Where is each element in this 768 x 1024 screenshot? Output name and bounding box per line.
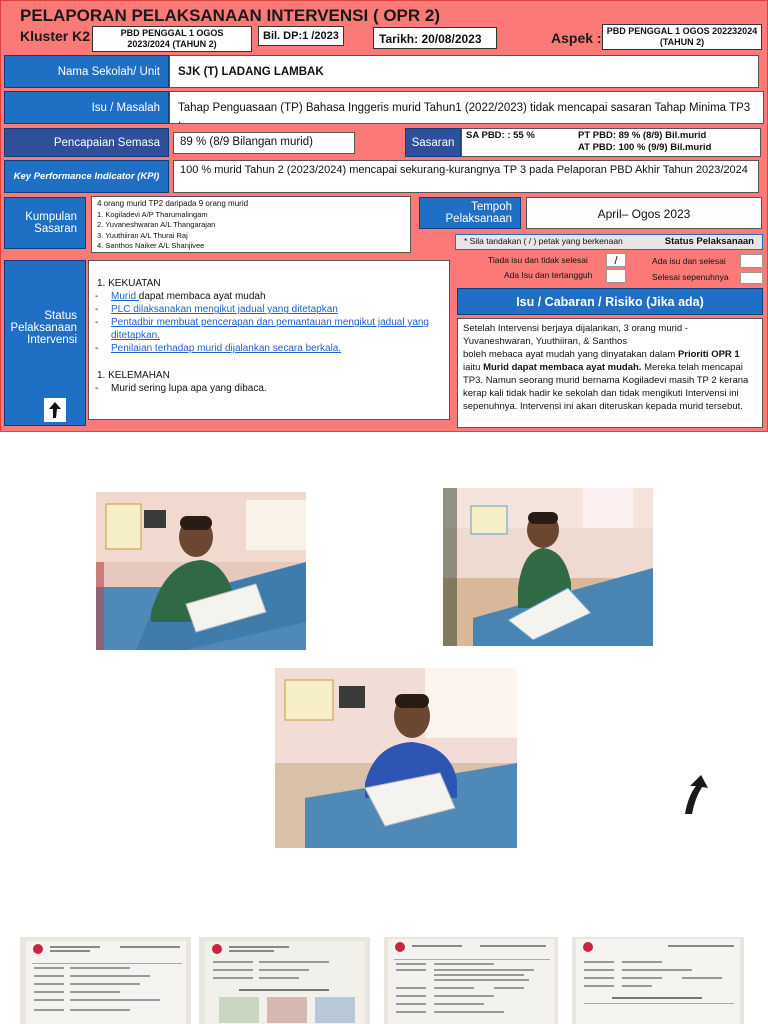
kekuatan-item-1-link[interactable]: Murid — [111, 291, 139, 302]
kekuatan-item-1 — [111, 290, 266, 303]
tempoh-label-1: Tempoh — [471, 201, 512, 213]
tempoh-value: April– Ogos 2023 — [526, 197, 762, 229]
up-arrow-curved-icon — [680, 774, 710, 816]
photo-student-1 — [96, 492, 306, 650]
sasaran-value — [461, 128, 761, 157]
isu-cabaran-p2 — [463, 348, 757, 413]
isu-cabaran-content — [457, 318, 763, 428]
opt-ada-isu-selesai-checkbox[interactable] — [740, 254, 763, 268]
opt-selesai-sepenuhnya-checkbox[interactable] — [740, 272, 763, 284]
opt-tiada-isu-checkbox[interactable]: / — [606, 253, 626, 267]
opt-tertangguh-checkbox[interactable] — [606, 269, 626, 283]
opt-tiada-isu: Tiada isu dan tidak selesai — [488, 255, 588, 265]
status-label-3: Intervensi — [27, 334, 77, 346]
document-thumbnail-2 — [199, 937, 370, 1024]
sekolah-label: Nama Sekolah/ Unit — [4, 55, 169, 88]
status-intervensi-content: 1. KEKUATAN - Murid dapat membaca ayat mudah - PLC dilaksanakan mengikut jadual yang ditetapkan - Pentadbir membuat pencerapan dan pemantauan mengikut jadual yang ditetapkan. - Penilaian terhadap murid dijalankan secara berkala. 1. KELEMAHAN - Murid sering lupa apa yang dibaca. — [88, 260, 450, 420]
isu-cabaran-p2d: Murid dapat membaca ayat mudah. — [483, 362, 642, 373]
kumpulan-list — [91, 196, 411, 253]
document-thumbnail-3 — [384, 937, 558, 1024]
pencapaian-value: 89 % (8/9 Bilangan murid) — [173, 132, 355, 154]
kekuatan-heading: 1. KEKUATAN — [97, 278, 161, 289]
photo-student-3 — [275, 668, 517, 848]
bil-box: Bil. DP:1 /2023 — [258, 26, 344, 46]
kumpulan-item: 3. Yuuthiiran A/L Thurai Raj — [97, 230, 188, 240]
curved-arrow-button[interactable] — [680, 774, 710, 816]
sasaran-pt: PT PBD: 89 % (8/9) Bil.murid — [578, 130, 707, 141]
tarikh-box: Tarikh: 20/08/2023 — [373, 27, 497, 49]
status-label-2: Pelaksanaan — [10, 322, 77, 334]
status-note: * Sila tandakan ( / ) petak yang berkenaan — [464, 236, 623, 246]
pbd-line-1: PBD PENGGAL 1 OGOS — [120, 28, 224, 38]
up-arrow-icon — [47, 401, 63, 419]
isu-cabaran-p2c: iaitu — [463, 362, 484, 373]
sasaran-at: AT PBD: 100 % (9/9) Bil.murid — [578, 142, 712, 153]
opt-tertangguh: Ada Isu dan tertangguh — [504, 270, 593, 280]
opt-selesai-sepenuhnya: Selesai sepenuhnya — [652, 272, 729, 282]
pbd-line-2: 2023/2024 (TAHUN 2) — [127, 39, 217, 49]
aspek-label: Aspek : — [551, 30, 602, 46]
kumpulan-label — [4, 197, 86, 249]
kpi-value: 100 % murid Tahun 2 (2023/2024) mencapai sekurang-kurangnya TP 3 pada Pelaporan PBD Akhir Tahun 2023/2024 — [173, 160, 759, 193]
document-thumbnail-1 — [20, 937, 191, 1024]
pbd-penggal-box — [92, 26, 252, 52]
isu-cabaran-title: Isu / Cabaran / Risiko (Jika ada) — [457, 288, 763, 315]
sasaran-label: Sasaran — [405, 128, 461, 157]
kumpulan-heading: 4 orang murid TP2 daripada 9 orang murid — [97, 199, 249, 208]
kumpulan-item: 2. Yuvaneshwaran A/L Thangarajan — [97, 220, 216, 229]
document-thumbnail-4 — [572, 937, 744, 1024]
opt-ada-isu-selesai: Ada isu dan selesai — [652, 256, 726, 266]
kumpulan-item: 4. Santhos Naiker A/L Shanjivee — [97, 241, 205, 250]
isu-cabaran-p1: Setelah Intervensi berjaya dijalankan, 3 orang murid - Yuvaneshwaran, Yuuthiiran, & Santhos — [463, 323, 688, 347]
kpi-label: Key Performance Indicator (KPI) — [4, 160, 169, 193]
tempoh-label-2: Pelaksanaan — [445, 213, 512, 225]
photo-student-2 — [443, 488, 653, 646]
kelemahan-heading: 1. KELEMAHAN — [97, 370, 170, 381]
kelemahan-item-1: Murid sering lupa apa yang dibaca. — [111, 383, 267, 394]
kumpulan-label-2: Sasaran — [34, 223, 77, 235]
status-label-1: Status — [44, 310, 77, 322]
aspek-line-2: (TAHUN 2) — [659, 37, 705, 47]
kumpulan-label-1: Kumpulan — [25, 211, 77, 223]
isu-cabaran-p2e: Mereka telah mencapai TP3. Namun seorang murid bernama Kogiladevi masih TP 2 kerana kerap kali tidak hadir ke sekolah dan tidak mengikuti Intervensi ini sepenuhnya. Intervensi ini akan diteruskan kepada murid tersebut. — [463, 362, 749, 412]
page-title: PELAPORAN PELAKSANAAN INTERVENSI ( OPR 2) — [20, 6, 441, 25]
up-arrow-button[interactable] — [44, 398, 66, 422]
kekuatan-item-2[interactable]: PLC dilaksanakan mengikut jadual yang ditetapkan — [111, 304, 338, 315]
status-note-bar — [455, 234, 763, 250]
kluster-label: Kluster K2 — [20, 28, 91, 44]
status-pelaksanaan-title: Status Pelaksanaan — [664, 236, 754, 247]
kumpulan-item: 1. Kogiladevi A/P Tharumalingam — [97, 209, 208, 219]
kekuatan-item-1-text: dapat membaca ayat mudah — [138, 291, 266, 302]
tempoh-label — [419, 197, 521, 229]
isu-label: Isu / Masalah — [4, 91, 169, 124]
pencapaian-label: Pencapaian Semasa — [4, 128, 169, 157]
isu-cabaran-p2a: boleh mebaca ayat mudah yang dinyatakan dalam — [463, 349, 678, 360]
sasaran-sa: SA PBD: : 55 % — [466, 130, 535, 141]
isu-cabaran-p2b: Prioriti OPR 1 — [677, 349, 740, 360]
kekuatan-item-4[interactable]: Penilaian terhadap murid dijalankan secara berkala. — [111, 343, 342, 354]
sekolah-value: SJK (T) LADANG LAMBAK — [169, 55, 759, 88]
aspek-box — [602, 24, 762, 50]
kekuatan-item-3[interactable]: Pentadbir membuat pencerapan dan pemantauan mengikut jadual yang ditetapkan. — [111, 317, 429, 341]
isu-value: Tahap Penguasaan (TP) Bahasa Inggeris murid Tahun1 (2022/2023) tidak mencapai sasaran Tahap Minima TP3 . — [169, 91, 764, 124]
aspek-line-1: PBD PENGGAL 1 OGOS 202232024 — [606, 26, 758, 36]
